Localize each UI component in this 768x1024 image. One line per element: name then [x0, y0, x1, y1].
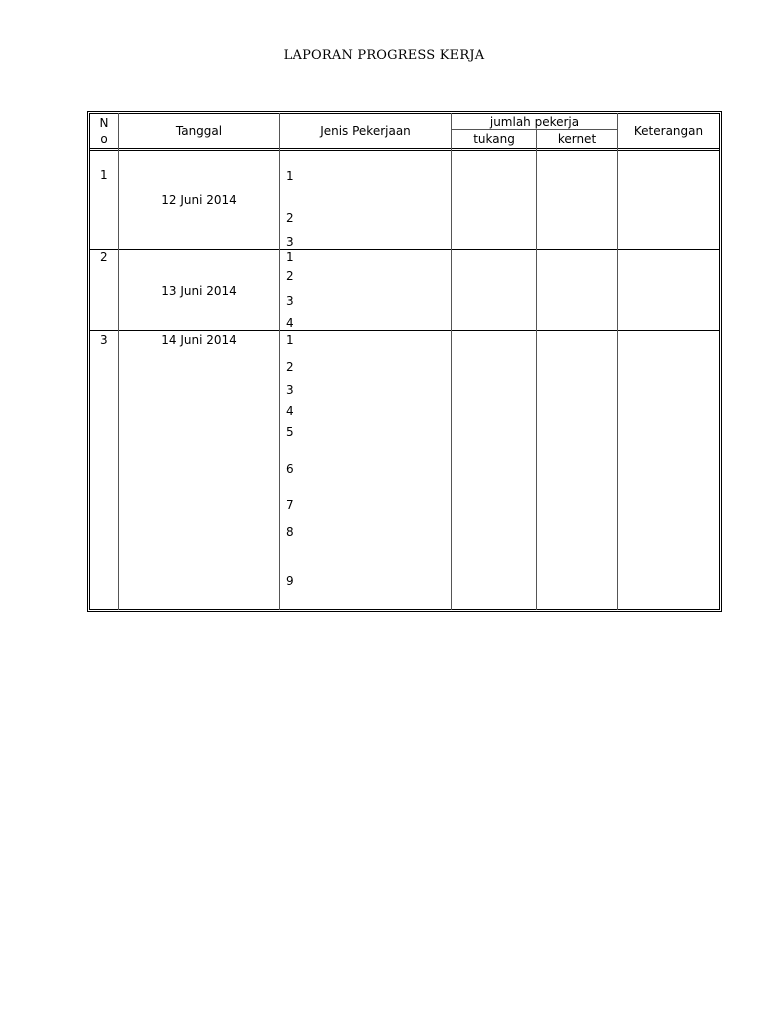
row-3-item-9: 9 — [286, 574, 294, 588]
table-border-left — [87, 111, 88, 612]
jumlah-split-line — [452, 129, 617, 130]
row-2-item-4: 4 — [286, 316, 294, 330]
col-line-tukang — [536, 129, 537, 610]
header-no-2: o — [100, 132, 108, 146]
header-jenis: Jenis Pekerjaan — [320, 124, 411, 138]
row-2-item-3: 3 — [286, 294, 294, 308]
row-2-no: 2 — [100, 250, 108, 264]
row-separator-2 — [89, 330, 720, 331]
col-line-jenis — [451, 113, 452, 610]
header-keterangan: Keterangan — [633, 124, 704, 138]
document-title: LAPORAN PROGRESS KERJA — [283, 48, 485, 63]
header-kernet: kernet — [557, 132, 597, 146]
row-separator-1 — [89, 249, 720, 250]
table-border-top-inner — [89, 113, 720, 114]
header-tukang: tukang — [473, 132, 515, 146]
row-3-item-8: 8 — [286, 525, 294, 539]
row-3-item-1: 1 — [286, 333, 294, 347]
row-2-item-2: 2 — [286, 269, 294, 283]
header-jumlah: jumlah pekerja — [489, 115, 580, 129]
col-line-tanggal — [279, 113, 280, 610]
row-2-tanggal: 13 Juni 2014 — [161, 284, 237, 298]
row-1-tanggal: 12 Juni 2014 — [161, 193, 237, 207]
header-border — [89, 148, 720, 149]
table-border-left-inner — [89, 113, 90, 610]
row-3-item-7: 7 — [286, 498, 294, 512]
row-3-item-5: 5 — [286, 425, 294, 439]
row-1-item-1: 1 — [286, 169, 294, 183]
row-3-item-4: 4 — [286, 404, 294, 418]
table-border-right — [721, 111, 722, 612]
row-1-no: 1 — [100, 168, 108, 182]
table-border-top — [87, 111, 722, 112]
header-tanggal: Tanggal — [175, 124, 223, 138]
header-border-inner — [89, 150, 720, 151]
row-3-tanggal: 14 Juni 2014 — [161, 333, 237, 347]
col-line-kernet — [617, 113, 618, 610]
col-line-no — [118, 113, 119, 610]
table-border-bottom-inner — [89, 609, 720, 610]
row-1-item-2: 2 — [286, 211, 294, 225]
table-border-right-inner — [719, 113, 720, 610]
row-3-item-2: 2 — [286, 360, 294, 374]
header-no-1: N — [99, 116, 109, 130]
table-border-bottom — [87, 611, 722, 612]
row-1-item-3: 3 — [286, 235, 294, 249]
row-3-item-3: 3 — [286, 383, 294, 397]
row-3-item-6: 6 — [286, 462, 294, 476]
row-3-no: 3 — [100, 333, 108, 347]
row-2-item-1: 1 — [286, 250, 294, 264]
